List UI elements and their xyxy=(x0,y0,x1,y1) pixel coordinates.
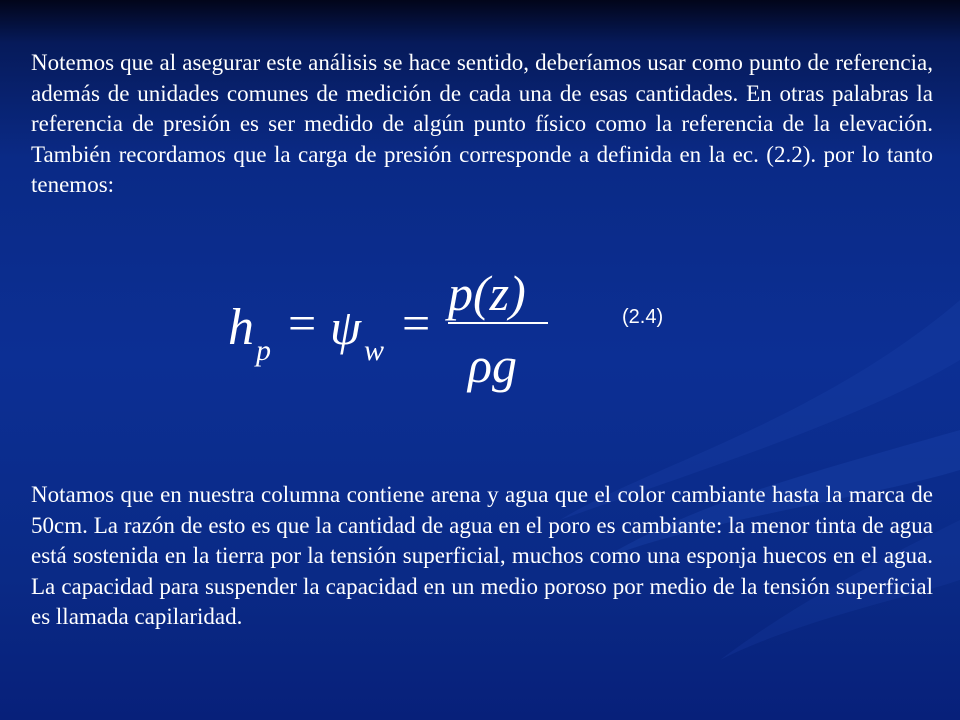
eq-lhs-var: h xyxy=(228,299,254,356)
eq-mid-sub: w xyxy=(364,334,385,367)
eq-equals-2: = xyxy=(402,295,431,351)
paragraph-intro: Notemos que al asegurar este análisis se hace sentido, deberíamos usar como punto de referencia, además de unidades comunes de medición de cada una de esas cantidades. En otras palabras la referencia de presión es ser medido de algún punto físico como la referencia de la elevación. También recordamos que la carga de presión corresponde a definida en la ec. (2.2). por lo tanto tenemos: xyxy=(31,50,933,197)
eq-equals-1: = xyxy=(288,295,317,351)
eq-numerator: p(z) xyxy=(448,265,526,321)
paragraph-capillarity: Notamos que en nuestra columna contiene arena y agua que el color cambiante hasta la marca de 50cm. La razón de esto es que la cantidad de agua en el poro es cambiante: la menor tinta de agua está sostenida en la tierra por la tensión superficial, muchos como una esponja huecos en el agua. La capacidad para suspender la capacidad en un medio poroso por medio de la tensión superficial es llamada capilaridad. xyxy=(31,482,933,629)
eq-denominator: ρg xyxy=(468,337,517,393)
eq-mid-var: ψ xyxy=(330,299,362,355)
equation-2-4 xyxy=(222,262,562,402)
eq-lhs-sub: p xyxy=(256,334,271,367)
equation-label: (2.4) xyxy=(622,306,664,328)
